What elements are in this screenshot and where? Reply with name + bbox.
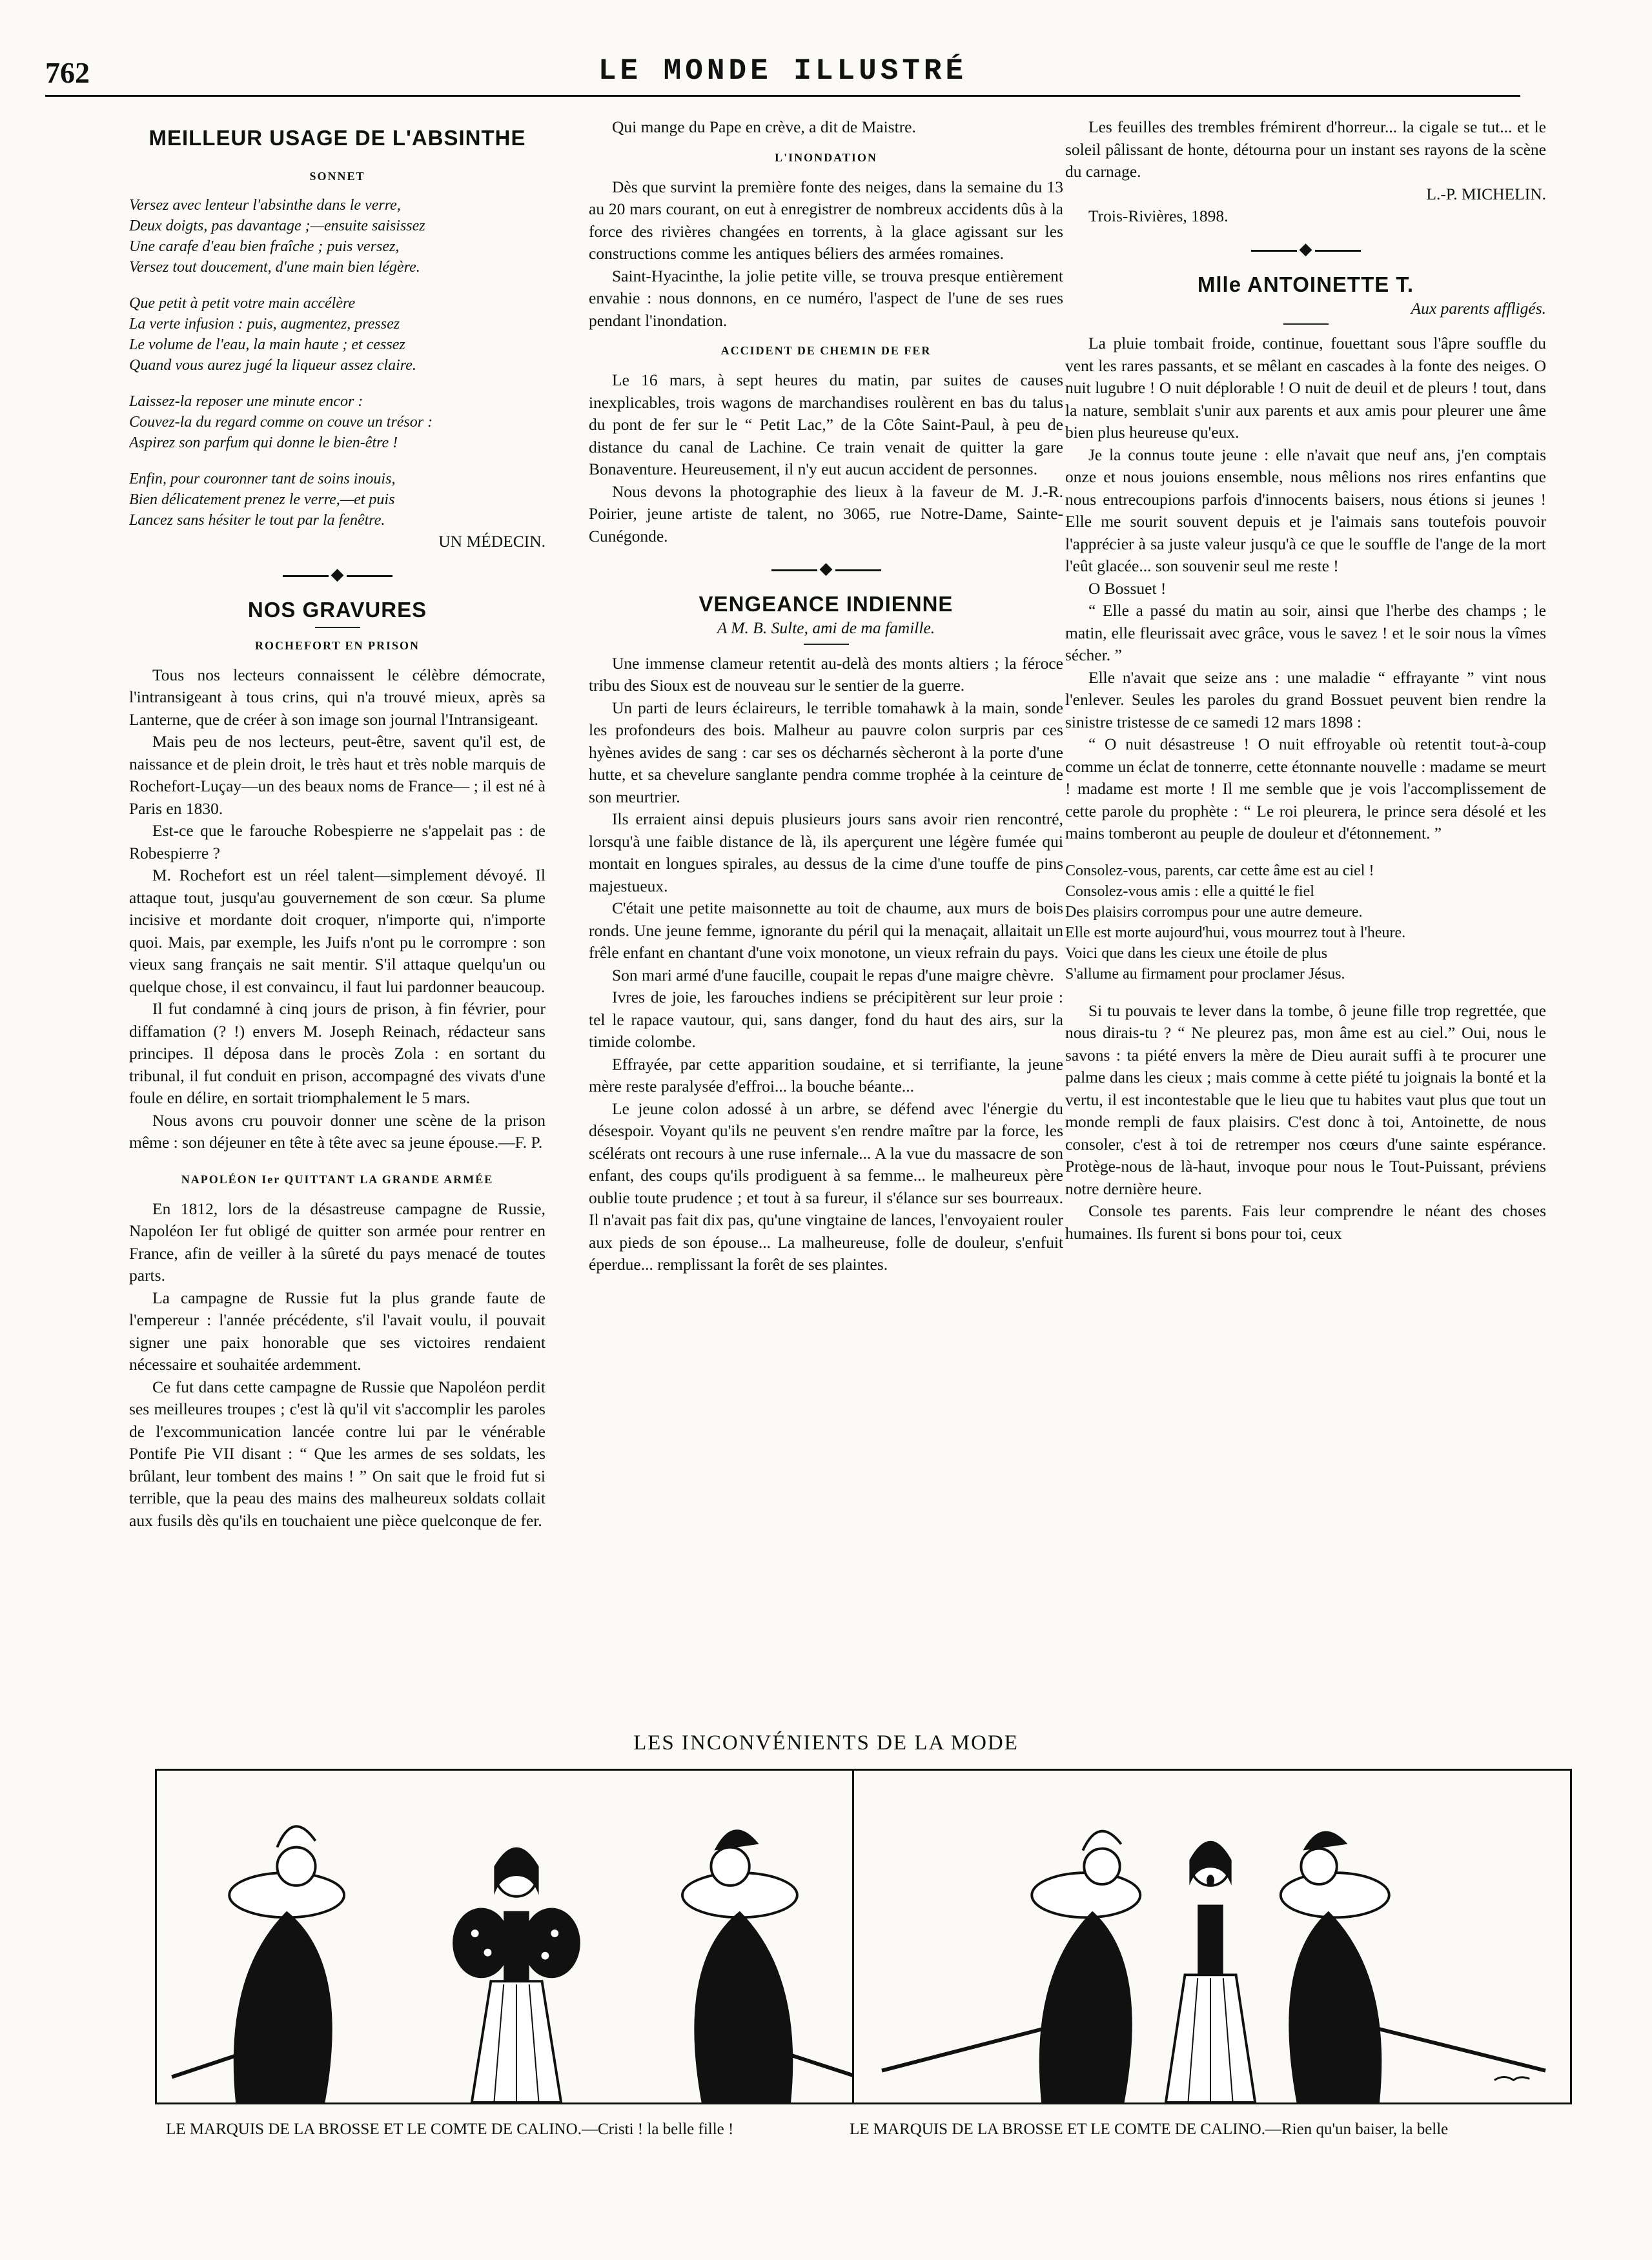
vengeance-dedication: A M. B. Sulte, ami de ma famille. <box>717 618 935 637</box>
paragraph: “ O nuit désastreuse ! O nuit effroyable où retentit tout-à-coup comme un éclat de tonnerre, cette étonnante nouvelle : madame se meurt ! madame est morte ! Il me semble que je vois l'accomplissement de cette parole du prophète : “ Le roi pleurera, le prince sera désolé et les mains tomberont au peuple de douleur et d'étonnement. ” <box>1065 735 1546 842</box>
paragraph: O Bossuet ! <box>1088 578 1167 598</box>
page-header <box>45 52 1520 97</box>
ornament-divider <box>771 564 881 576</box>
paragraph: Je la connus toute jeune : elle n'avait que neuf ans, j'en comptais onze et nous jouions ensemble, nous mêlions nos rires enfantins que nous entrecoupions parfois d'innocents baisers, nous étions si jeunes ! Elle me sourit souvent depuis et je l'aimais sans toutefois pouvoir l'apprécier à sa juste valeur jusqu'à ce que le souffle de l'ange de la mort l'eût glacée... son souvenir seul me reste ! <box>1065 445 1546 575</box>
vengeance-title: VENGEANCE INDIENNE <box>699 592 953 616</box>
verse-line: Laissez-la reposer une minute encor : <box>129 393 363 410</box>
verse-line: Versez tout doucement, d'une main bien légère. <box>129 259 420 276</box>
masthead: LE MONDE ILLUSTRÉ <box>598 54 968 88</box>
caption-names: LE MARQUIS DE LA BROSSE ET LE COMTE DE CALINO. <box>166 2121 582 2138</box>
paragraph: La campagne de Russie fut la plus grande faute de l'empereur : l'année précédente, s'il l'avait voulu, il pouvait signer une paix honorable que ses victoires rendaient nécessaire et souhaitée ardemment. <box>129 1288 546 1374</box>
antoinette-title: Mlle ANTOINETTE T. <box>1197 272 1414 296</box>
verse-line: S'allume au firmament pour proclamer Jésus. <box>1065 965 1345 982</box>
paragraph: Le jeune colon adossé à un arbre, se défend avec l'énergie du désespoir. Voyant qu'ils ne peuvent s'en rendre maître par la force, les scélérats ont recours à une ruse infernale... A la vue du massacre de son enfant, des coups qu'ils prodiguent à sa femme... le malheureux père oublie toute prudence ; et tout à sa fureur, il s'élance sur ses bourreaux. Il n'avait pas fait dix pas, qu'une vingtaine de lances, l'envoyaient rouler aux pieds de son épouse... La malheureuse, folle de douleur, s'enfuit éperdue... remplissant la forêt de ses plaintes. <box>589 1099 1063 1274</box>
column-1 <box>129 116 546 1704</box>
paragraph: Il fut condamné à cinq jours de prison, à fin février, pour diffamation (? !) envers M. Joseph Reinach, rédacteur sans principes. Il déposa dans le procès Zola : en sortant du tribunal, il fut conduit en prison, accompagné des vivats d'une foule en délire, en sortait triomphalement le 5 mars. <box>129 999 546 1107</box>
paragraph: Si tu pouvais te lever dans la tombe, ô jeune fille trop regrettée, que nous dirais-tu ? “ Ne pleurez pas, mon âme est au ciel.” Oui, nous le savons : ta piété envers la mère de Dieu aurait suffi à te procurer une palme dans les cieux ; mais comme à cette piété tu joignais la bonté et la vertu, il est incontestable que le lieu que tu habites vaut plus que tout un monde rempli de faux plaisirs. C'est donc à toi, Antoinette, de nous consoler, c'est à toi de retremper nos cœurs d'une sainte espérance. Protège-nous de là-haut, invoque pour nous le Tout-Puissant, préviens notre dernière heure. <box>1065 1001 1546 1198</box>
antoinette-dedication: Aux parents affligés. <box>1411 298 1546 318</box>
vengeance-signature: L.-P. MICHELIN. <box>1426 184 1546 203</box>
verse-line: Voici que dans les cieux une étoile de plus <box>1065 944 1328 962</box>
paragraph: Mais peu de nos lecteurs, peut-être, savent qu'il est, de naissance et de plein droit, le très haut et très noble marquis de Rochefort-Luçay—un des beaux noms de France— ; il est né à Paris en 1830. <box>129 732 546 818</box>
lady-figure <box>1166 1841 1255 2102</box>
caricature-panel-right <box>852 1769 1572 2104</box>
paragraph: Les feuilles des trembles frémirent d'horreur... la cigale se tut... et le soleil pâlissant de honte, détourna pour un instant ses rayons de la scène du carnage. <box>1065 117 1546 181</box>
comte-figure <box>1281 1831 1545 2102</box>
verse-line: Aspirez son parfum qui donne le bien-être ! <box>129 434 398 451</box>
gravures-subhead: L'INONDATION <box>775 150 877 164</box>
paragraph: Saint-Hyacinthe, la jolie petite ville, se trouva presque entièrement envahie : nous donnons, en ce numéro, l'aspect de l'une de ses rues pendant l'inondation. <box>589 266 1063 330</box>
paragraph: Un parti de leurs éclaireurs, le terrible tomahawk à la main, sonde les profondeurs des bois. Malheur au pauvre colon surpris par ces hyènes avides de sang : car ses os décharnés sècheront à la porte d'une hutte, et sa chevelure sanglante pendra comme trophée à la ceinture de son meurtrier. <box>589 698 1063 806</box>
verse-line: Elle est morte aujourd'hui, vous mourrez tout à l'heure. <box>1065 924 1406 941</box>
paragraph: Dès que survint la première fonte des neiges, dans la semaine du 13 au 20 mars courant, on eut à enregistrer de nombreux accidents dûs à la force des rivières changées en torrents, à la glace agissant sur les constructions comme les antiques béliers des armées romaines. <box>589 177 1063 263</box>
caption-text: —Cristi ! la belle fille ! <box>581 2121 734 2138</box>
paragraph: Ce fut dans cette campagne de Russie que Napoléon perdit ses meilleures troupes ; c'est là qu'il vit s'accomplir les paroles de l'excommunication lancée contre lui par le vénérable Pontife Pie VII disant : “ Que les armes de ses soldats, les brûlant, leur tombent des mains ! ” On sait que le froid fut si terrible, que la peau des mains des malheureux soldats collait aux fusils dès qu'ils en touchaient une pièce quelconque de fer. <box>129 1377 546 1530</box>
caricature-drawing-right <box>854 1771 1570 2102</box>
verse-line: Versez avec lenteur l'absinthe dans le verre, <box>129 197 401 214</box>
verse-line: Consolez-vous, parents, car cette âme est au ciel ! <box>1065 862 1374 879</box>
paragraph: La pluie tombait froide, continue, fouettant sous l'âpre souffle du vent les rares passants, et se mêlant en cascades à la fonte des neiges. O nuit lugubre ! O nuit déplorable ! O nuit de deuil et de pleurs ! tout, dans la nature, semblait s'unir aux parents et aux amis pour pleurer une âme bien plus heureuse qu'eux. <box>1065 334 1546 442</box>
caption-names: LE MARQUIS DE LA BROSSE ET LE COMTE DE CALINO. <box>850 2121 1265 2138</box>
gravures-subhead: ROCHEFORT EN PRISON <box>254 638 420 652</box>
paragraph: “ Elle a passé du matin au soir, ainsi que l'herbe des champs ; le matin, elle fleurissait avec grâce, vous le savez ! et le soir nous la vîmes sécher. ” <box>1065 601 1546 664</box>
paragraph: Console tes parents. Fais leur comprendre le néant des choses humaines. Ils furent si bons pour toi, ceux <box>1065 1201 1546 1243</box>
ornament-divider <box>283 570 393 582</box>
paragraph: Une immense clameur retentit au-delà des monts altiers ; la féroce tribu des Sioux est de nouveau sur le sentier de la guerre. <box>589 653 1063 695</box>
marquis-figure <box>172 1826 344 2102</box>
absinthe-kind: SONNET <box>309 170 365 183</box>
poem <box>1065 860 1546 984</box>
paragraph: Le 16 mars, à sept heures du matin, par suites de causes inexplicables, trois wagons de marchandises roulèrent en bas du talus du pont de fer sur le “ Petit Lac,” de la Côte Saint-Paul, à peu de distance du canal de Lachine. Ce train venait de quitter la gare Bonaventure. Heureusement, il n'y eut aucun accident de personnes. <box>589 371 1063 478</box>
verse-line: Le volume de l'eau, la main haute ; et cessez <box>129 336 405 353</box>
verse-line: Consolez-vous amis : elle a quitté le fiel <box>1065 882 1314 900</box>
paragraph: En 1812, lors de la désastreuse campagne de Russie, Napoléon Ier fut obligé de quitter son armée pour rentrer en France, afin de veiller à la sûreté du pays menacé de toutes parts. <box>129 1199 546 1285</box>
paragraph: Elle n'avait que seize ans : une maladie “ effrayante ” vint nous l'enlever. Seules les paroles du grand Bossuet peuvent bien rendre la sinistre tristesse de ce samedi 12 mars 1898 : <box>1065 667 1546 731</box>
page-number: 762 <box>45 56 90 89</box>
caption-text: —Rien qu'un baiser, la belle <box>1265 2121 1449 2138</box>
paragraph: Nous avons cru pouvoir donner une scène de la prison même : son déjeuner en tête à tête avec sa jeune épouse.—F. P. <box>129 1110 546 1152</box>
caption-right <box>850 2121 1448 2139</box>
gravures-title: NOS GRAVURES <box>247 597 427 622</box>
column-3 <box>1065 116 1546 1704</box>
verse-line: Bien délicatement prenez le verre,—et puis <box>129 491 395 508</box>
sonnet <box>129 195 546 531</box>
verse-line: Couvez-la du regard comme on couve un trésor : <box>129 414 433 431</box>
paragraph: C'était une petite maisonnette au toit de chaume, aux murs de bois ronds. Une jeune femme, ignorante du péril qui la menaçait, allaitait un frêle enfant en chantant d'une voix monotone, un vieux refrain du pays. <box>589 899 1063 962</box>
verse-line: Lancez sans hésiter le tout par la fenêtre. <box>129 512 385 529</box>
paragraph: M. Rochefort est un réel talent—simplement dévoyé. Il attaque tout, jusqu'au gouvernement de son cœur. Sa plume incisive et mordante doit croquer, n'importe qui, n'importe quoi. Mais, par exemple, les Juifs n'ont pu le corrompre : son vieux sang français ne sait mentir. S'il attaque quelqu'un ou quelque chose, il est convaincu, il faut lui pardonner beaucoup. <box>129 866 546 996</box>
comte-figure <box>682 1829 858 2102</box>
verse-line: Que petit à petit votre main accélère <box>129 295 356 312</box>
vengeance-place: Trois-Rivières, 1898. <box>1088 207 1229 225</box>
caricature-panel-left <box>155 1769 875 2104</box>
verse-line: Une carafe d'eau bien fraîche ; puis versez, <box>129 238 400 255</box>
absinthe-signature: UN MÉDECIN. <box>438 532 546 551</box>
gravures-subhead: ACCIDENT DE CHEMIN DE FER <box>720 344 932 357</box>
caption-left <box>166 2121 733 2139</box>
absinthe-title: MEILLEUR USAGE DE L'ABSINTHE <box>148 126 526 150</box>
paragraph: Tous nos lecteurs connaissent le célèbre démocrate, l'intransigeant à tous crins, qui n'a trouvé mieux, après sa Lanterne, que de créer à son image son journal l'Intransigeant. <box>129 665 546 729</box>
gravures-subhead: NAPOLÉON Ier QUITTANT LA GRANDE ARMÉE <box>181 1172 494 1186</box>
paragraph: Est-ce que le farouche Robespierre ne s'appelait pas : de Robespierre ? <box>129 821 546 862</box>
column-2 <box>589 116 1063 1704</box>
paragraph: Ivres de joie, les farouches indiens se précipitèrent sur leur proie : tel le rapace vautour, qui, sans danger, fond du haut des airs, sur la timide colombe. <box>589 988 1063 1051</box>
paragraph: Nous devons la photographie des lieux à la faveur de M. J.-R. Poirier, jeune artiste de talent, no 3065, rue Notre-Dame, Sainte-Cunégonde. <box>589 482 1063 545</box>
ornament-divider <box>1251 245 1361 256</box>
paragraph: Son mari armé d'une faucille, coupait le repas d'une maigre chèvre. <box>612 965 1054 984</box>
verse-line: Enfin, pour couronner tant de soins inouis, <box>129 471 396 487</box>
rule <box>315 627 360 628</box>
verse-line: La verte infusion : puis, augmentez, pressez <box>129 316 400 332</box>
caricature-title: LES INCONVÉNIENTS DE LA MODE <box>633 1731 1019 1755</box>
marquis-figure <box>882 1831 1140 2102</box>
rule <box>804 644 849 645</box>
artist-signature <box>1494 2077 1529 2080</box>
paragraph: Qui mange du Pape en crève, a dit de Maistre. <box>612 117 916 136</box>
verse-line: Des plaisirs corrompus pour une autre demeure. <box>1065 903 1363 921</box>
paragraph: Effrayée, par cette apparition soudaine, et si terrifiante, la jeune mère reste paralysée d'effroi... la bouche béante... <box>589 1054 1063 1095</box>
lady-figure <box>453 1848 580 2102</box>
paragraph: Ils erraient ainsi depuis plusieurs jours sans avoir rien rencontré, lorsqu'à une faible distance de là, ils aperçurent une légère fumée qui montait en longues spirales, au dessus de la cime d'une touffe de pins majestueux. <box>589 809 1063 895</box>
rule <box>1283 323 1329 325</box>
caricature-drawing-left <box>157 1771 873 2102</box>
verse-line: Quand vous aurez jugé la liqueur assez claire. <box>129 357 416 374</box>
verse-line: Deux doigts, pas davantage ;—ensuite saisissez <box>129 218 425 234</box>
